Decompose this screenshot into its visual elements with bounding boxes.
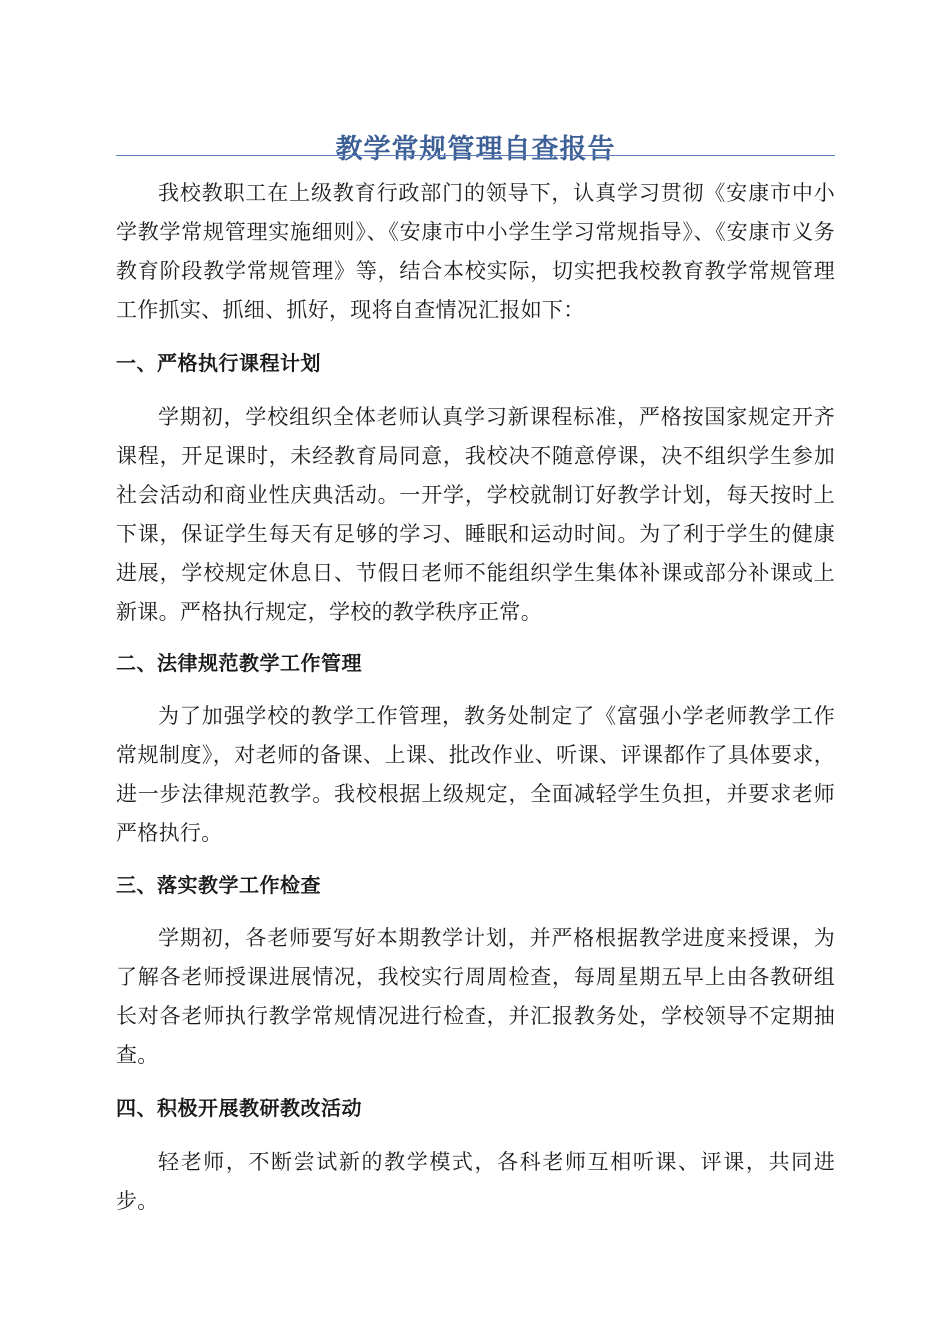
- document-title: 教学常规管理自查报告: [335, 134, 616, 166]
- section-4-body: 轻老师，不断尝试新的教学模式，各科老师互相听课、评课，共同进步。: [116, 1150, 835, 1213]
- section-2-heading: 二、法律规范教学工作管理: [116, 651, 362, 675]
- section-3-body: 学期初，各老师要写好本期教学计划，并严格根据教学进度来授课，为了解各老师授课进展情况，我校实行周周检查，每周星期五早上由各教研组长对各老师执行教学常规情况进行检查，并汇报教务处，学校领导不定期抽查。: [116, 926, 835, 1067]
- title-underline: [116, 155, 835, 156]
- section-2-body: 为了加强学校的教学工作管理，教务处制定了《富强小学老师教学工作常规制度》，对老师的备课、上课、批改作业、听课、评课都作了具体要求，进一步法律规范教学。我校根据上级规定，全面减轻学生负担，并要求老师严格执行。: [116, 704, 835, 845]
- section-4-heading: 四、积极开展教研教改活动: [116, 1096, 362, 1120]
- section-1-body: 学期初，学校组织全体老师认真学习新课程标准，严格按国家规定开齐课程，开足课时，未经教育局同意，我校决不随意停课，决不组织学生参加社会活动和商业性庆典活动。一开学，学校就制订好教学计划，每天按时上下课，保证学生每天有足够的学习、睡眠和运动时间。为了利于学生的健康进展，学校规定休息日、节假日老师不能组织学生集体补课或部分补课或上新课。严格执行规定，学校的教学秩序正常。: [116, 405, 835, 624]
- section-1-heading: 一、严格执行课程计划: [116, 351, 321, 375]
- section-3-heading: 三、落实教学工作检查: [116, 873, 321, 897]
- intro-paragraph: 我校教职工在上级教育行政部门的领导下，认真学习贯彻《安康市中小学教学常规管理实施细则》、《安康市中小学生学习常规指导》、《安康市义务教育阶段教学常规管理》等，结合本校实际，切实把我校教育教学常规管理工作抓实、抓细、抓好，现将自查情况汇报如下：: [116, 181, 835, 322]
